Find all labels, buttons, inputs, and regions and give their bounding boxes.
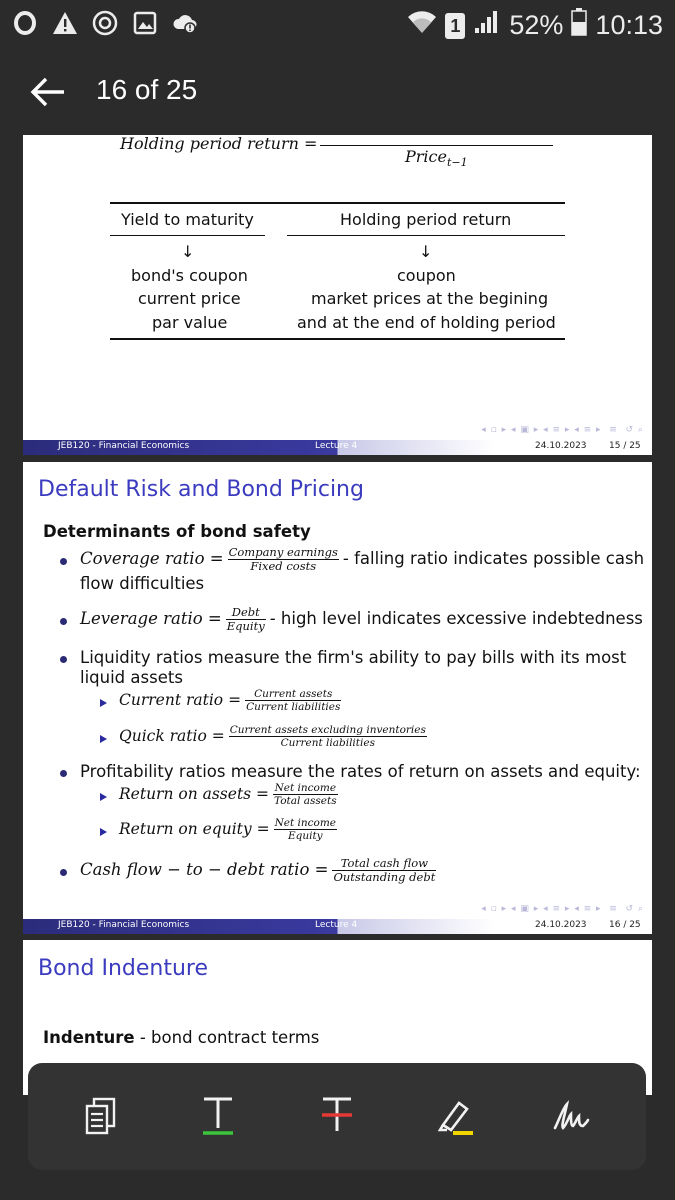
hpr-denominator: Price$_{t-1}$: [405, 147, 468, 170]
table-mid-rule-1: [110, 235, 265, 236]
app-bar: [0, 50, 675, 135]
note-tool-button[interactable]: [76, 1091, 126, 1141]
table-top-rule: [110, 202, 565, 204]
roe-line: Return on equity = $\frac{\text{Net income}}{\text{Equity}}$: [119, 817, 337, 843]
table-cell: coupon: [397, 266, 456, 285]
wifi-icon: [407, 9, 437, 42]
status-bar: [0, 0, 675, 50]
bullet: [60, 558, 67, 565]
liquidity-text: Liquidity ratios measure the firm's ability to pay bills with its most: [80, 648, 627, 667]
annotation-toolbar: [28, 1063, 646, 1170]
footer-date: 24.10.2023: [535, 920, 587, 930]
profitability-text: Profitability ratios measure the rates of return on assets and equity:: [80, 762, 641, 781]
text-underline-tool-button[interactable]: [193, 1091, 243, 1141]
footer-date: 24.10.2023: [535, 441, 587, 451]
bullet: [60, 869, 67, 876]
footer-lecture: Lecture 4: [315, 920, 358, 930]
back-arrow-icon[interactable]: [30, 76, 66, 108]
signature-tool-button[interactable]: [546, 1091, 596, 1141]
battery-icon: [571, 8, 587, 43]
slide-footer: [23, 440, 652, 455]
current-ratio-line: Current ratio = $\frac{\text{Current assets}}{\text{Current liabilities}}$: [119, 688, 341, 714]
footer-page: 16 / 25: [609, 920, 641, 930]
beamer-nav-symbols: ◂ ▫ ▸ ◂ ▣ ▸ ◂ ≡ ▸ ◂ ≡ ▸ ≡ ↺ ⌕: [481, 904, 644, 914]
table-header-ytm: Yield to maturity: [121, 210, 254, 229]
highlighter-tool-button[interactable]: [430, 1091, 480, 1141]
sub-bullet: [100, 699, 107, 707]
slide-current: [23, 462, 652, 934]
quick-ratio-line: Quick ratio = $\frac{\text{Current assets excluding inventories}}{\text{Current liabilities}}$: [119, 724, 426, 750]
table-cell: current price: [138, 289, 241, 308]
strikethrough-icon: [319, 1095, 355, 1137]
strikethrough-tool-button[interactable]: [312, 1091, 362, 1141]
sub-bullet: [100, 828, 107, 836]
sync-icon: [92, 10, 118, 36]
footer-page: 15 / 25: [609, 441, 641, 451]
footer-course: JEB120 - Financial Economics: [58, 920, 190, 930]
leverage-ratio-line: Leverage ratio = $\frac{\text{Debt}}{\text{Equity}}$ - high level indicates excessive indebtedness: [80, 605, 643, 634]
slide-subtitle: Determinants of bond safety: [43, 522, 311, 541]
table-bottom-rule: [110, 338, 565, 340]
signature-icon: [551, 1098, 591, 1134]
sim-icon: 1: [445, 13, 465, 39]
slide-title: Bond Indenture: [38, 956, 208, 981]
note-icon: [83, 1096, 119, 1136]
table-cell: and at the end of holding period: [297, 313, 556, 332]
down-arrow-2: ↓: [419, 242, 433, 261]
slide-previous: [23, 135, 652, 455]
table-cell: bond's coupon: [131, 266, 248, 285]
beamer-nav-symbols: ◂ ▫ ▸ ◂ ▣ ▸ ◂ ≡ ▸ ◂ ≡ ▸ ≡ ↺ ⌕: [481, 425, 644, 435]
table-header-hpr: Holding period return: [340, 210, 512, 229]
roa-line: Return on assets = $\frac{\text{Net income}}{\text{Total assets}}$: [119, 782, 337, 808]
bullet: [60, 618, 67, 625]
table-cell: market prices at the begining: [311, 289, 549, 308]
signal-icon: [473, 9, 501, 42]
liquidity-text-cont: liquid assets: [80, 668, 183, 687]
table-cell: par value: [152, 313, 228, 332]
footer-course: JEB120 - Financial Economics: [58, 441, 190, 451]
text-underline-icon: [200, 1095, 236, 1137]
warning-icon: [52, 10, 78, 36]
slide-footer: [23, 919, 652, 934]
slide-title: Default Risk and Bond Pricing: [38, 477, 364, 502]
indenture-line: Indenture - bond contract terms: [43, 1028, 320, 1047]
coverage-ratio-line: Coverage ratio = $\frac{\text{Company earnings}}{\text{Fixed costs}}$ - falling ratio indicates possible cash: [80, 545, 645, 574]
sub-bullet: [100, 735, 107, 743]
cloud-alert-icon: [172, 10, 198, 36]
clock: 10:13: [595, 10, 663, 40]
hpr-formula-label: Holding period return =: [120, 135, 318, 153]
bullet: [60, 656, 67, 663]
cashflow-line: Cash flow − to − debt ratio = $\frac{\text{Total cash flow}}{\text{Outstanding debt}}$: [80, 856, 436, 885]
highlighter-icon: [435, 1095, 475, 1137]
opera-icon: [12, 10, 38, 36]
battery-percent: 52%: [509, 10, 564, 40]
down-arrow-1: ↓: [181, 242, 195, 261]
sub-bullet: [100, 793, 107, 801]
coverage-ratio-cont: flow difficulties: [80, 574, 205, 593]
gallery-icon: [132, 10, 158, 36]
footer-lecture: Lecture 4: [315, 441, 358, 451]
fraction-line: [320, 145, 553, 146]
page-counter: 16 of 25: [96, 74, 198, 105]
table-mid-rule-2: [287, 235, 565, 236]
bullet: [60, 770, 67, 777]
